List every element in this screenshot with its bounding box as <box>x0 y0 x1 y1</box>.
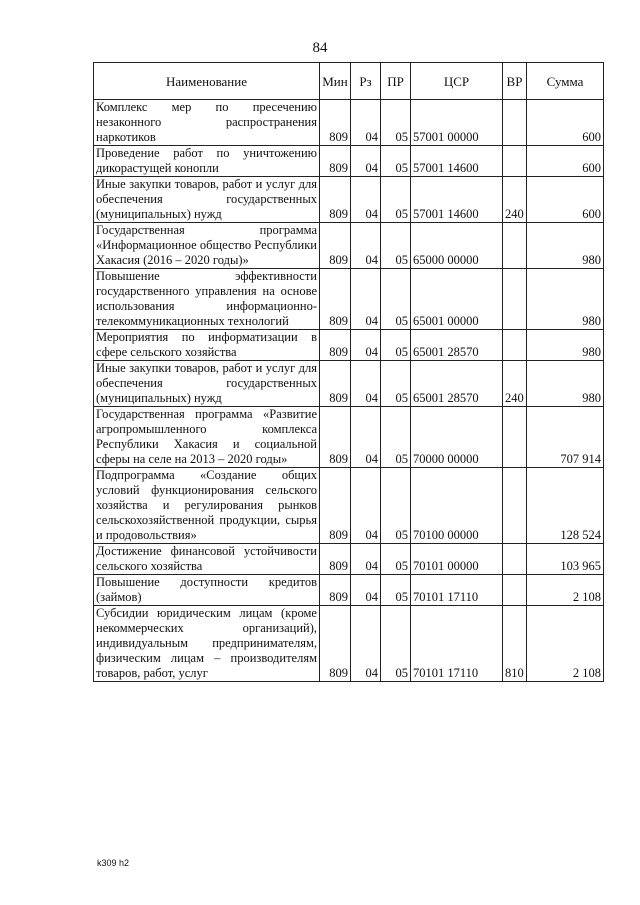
row-vr <box>503 468 527 544</box>
table-row <box>94 177 604 223</box>
row-sum: 980 <box>527 361 604 407</box>
header-min: Мин <box>320 63 351 100</box>
row-vr: 240 <box>503 177 527 223</box>
row-csr: 57001 14600 <box>411 146 503 177</box>
row-csr: 70000 00000 <box>411 407 503 468</box>
header-rz: Рз <box>351 63 381 100</box>
row-sum: 2 108 <box>527 606 604 682</box>
row-vr <box>503 544 527 575</box>
row-rz: 04 <box>351 361 381 407</box>
row-min: 809 <box>320 146 351 177</box>
row-csr: 57001 00000 <box>411 100 503 146</box>
row-sum: 980 <box>527 269 604 330</box>
row-csr: 70101 17110 <box>411 575 503 606</box>
table-row <box>94 269 604 330</box>
row-min: 809 <box>320 330 351 361</box>
row-sum: 600 <box>527 177 604 223</box>
budget-table <box>93 62 604 682</box>
row-min: 809 <box>320 606 351 682</box>
row-name: Иные закупки товаров, работ и услуг для обеспечения государственных (муниципальных) нужд <box>94 177 320 223</box>
header-csr: ЦСР <box>411 63 503 100</box>
table-row <box>94 544 604 575</box>
row-sum: 980 <box>527 330 604 361</box>
table-row <box>94 606 604 682</box>
row-min: 809 <box>320 361 351 407</box>
row-csr: 70100 00000 <box>411 468 503 544</box>
row-name: Комплекс мер по пресечению незаконного распространения наркотиков <box>94 100 320 146</box>
table-header-row <box>94 63 604 100</box>
page-number: 84 <box>312 40 328 56</box>
row-min: 809 <box>320 100 351 146</box>
footer-code: k309 h2 <box>97 858 130 868</box>
row-rz: 04 <box>351 177 381 223</box>
row-min: 809 <box>320 177 351 223</box>
row-name: Достижение финансовой устойчивости сельского хозяйства <box>94 544 320 575</box>
row-vr <box>503 100 527 146</box>
row-name: Государственная программа «Развитие агропромышленного комплекса Республики Хакасия и социальной сферы на селе на 2013 – 2020 годы» <box>94 407 320 468</box>
row-rz: 04 <box>351 468 381 544</box>
row-min: 809 <box>320 269 351 330</box>
table-row <box>94 361 604 407</box>
row-vr: 810 <box>503 606 527 682</box>
row-vr <box>503 407 527 468</box>
row-pr: 05 <box>381 100 411 146</box>
row-pr: 05 <box>381 330 411 361</box>
table-row <box>94 407 604 468</box>
row-rz: 04 <box>351 544 381 575</box>
header-name: Наименование <box>94 63 320 100</box>
row-csr: 70101 00000 <box>411 544 503 575</box>
row-rz: 04 <box>351 606 381 682</box>
row-pr: 05 <box>381 146 411 177</box>
row-min: 809 <box>320 575 351 606</box>
row-sum: 103 965 <box>527 544 604 575</box>
row-csr: 65001 00000 <box>411 269 503 330</box>
row-csr: 57001 14600 <box>411 177 503 223</box>
row-sum: 980 <box>527 223 604 269</box>
row-vr <box>503 146 527 177</box>
row-sum: 600 <box>527 100 604 146</box>
row-pr: 05 <box>381 407 411 468</box>
table-row <box>94 330 604 361</box>
row-name: Повышение доступности кредитов (займов) <box>94 575 320 606</box>
row-sum: 128 524 <box>527 468 604 544</box>
row-name: Государственная программа «Информационное общество Республики Хакасия (2016 – 2020 годы)» <box>94 223 320 269</box>
row-pr: 05 <box>381 177 411 223</box>
row-vr <box>503 269 527 330</box>
row-csr: 65001 28570 <box>411 361 503 407</box>
row-pr: 05 <box>381 544 411 575</box>
row-name: Субсидии юридическим лицам (кроме некоммерческих организаций), индивидуальным предпринимателям, физическим лицам – производителям товаров, работ, услуг <box>94 606 320 682</box>
row-min: 809 <box>320 468 351 544</box>
row-vr <box>503 330 527 361</box>
row-vr <box>503 575 527 606</box>
table-row <box>94 468 604 544</box>
row-sum: 707 914 <box>527 407 604 468</box>
row-name: Иные закупки товаров, работ и услуг для обеспечения государственных (муниципальных) нужд <box>94 361 320 407</box>
row-pr: 05 <box>381 269 411 330</box>
row-pr: 05 <box>381 468 411 544</box>
row-rz: 04 <box>351 407 381 468</box>
row-min: 809 <box>320 223 351 269</box>
row-rz: 04 <box>351 223 381 269</box>
row-rz: 04 <box>351 146 381 177</box>
row-min: 809 <box>320 544 351 575</box>
row-vr: 240 <box>503 361 527 407</box>
row-rz: 04 <box>351 575 381 606</box>
header-sum: Сумма <box>527 63 604 100</box>
row-rz: 04 <box>351 269 381 330</box>
row-name: Подпрограмма «Создание общих условий функционирования сельского хозяйства и регулирования рынков сельскохозяйственной продукции, сырья и продовольствия» <box>94 468 320 544</box>
row-csr: 65001 28570 <box>411 330 503 361</box>
row-name: Проведение работ по уничтожению дикорастущей конопли <box>94 146 320 177</box>
header-pr: ПР <box>381 63 411 100</box>
row-rz: 04 <box>351 330 381 361</box>
row-csr: 65000 00000 <box>411 223 503 269</box>
row-vr <box>503 223 527 269</box>
table-row <box>94 223 604 269</box>
row-pr: 05 <box>381 361 411 407</box>
row-pr: 05 <box>381 223 411 269</box>
row-sum: 2 108 <box>527 575 604 606</box>
table-row <box>94 100 604 146</box>
row-csr: 70101 17110 <box>411 606 503 682</box>
table-row <box>94 575 604 606</box>
row-min: 809 <box>320 407 351 468</box>
table-row <box>94 146 604 177</box>
header-vr: ВР <box>503 63 527 100</box>
row-pr: 05 <box>381 606 411 682</box>
row-name: Мероприятия по информатизации в сфере сельского хозяйства <box>94 330 320 361</box>
row-rz: 04 <box>351 100 381 146</box>
row-pr: 05 <box>381 575 411 606</box>
row-sum: 600 <box>527 146 604 177</box>
row-name: Повышение эффективности государственного управления на основе использования информационно-телекоммуникационных технологий <box>94 269 320 330</box>
